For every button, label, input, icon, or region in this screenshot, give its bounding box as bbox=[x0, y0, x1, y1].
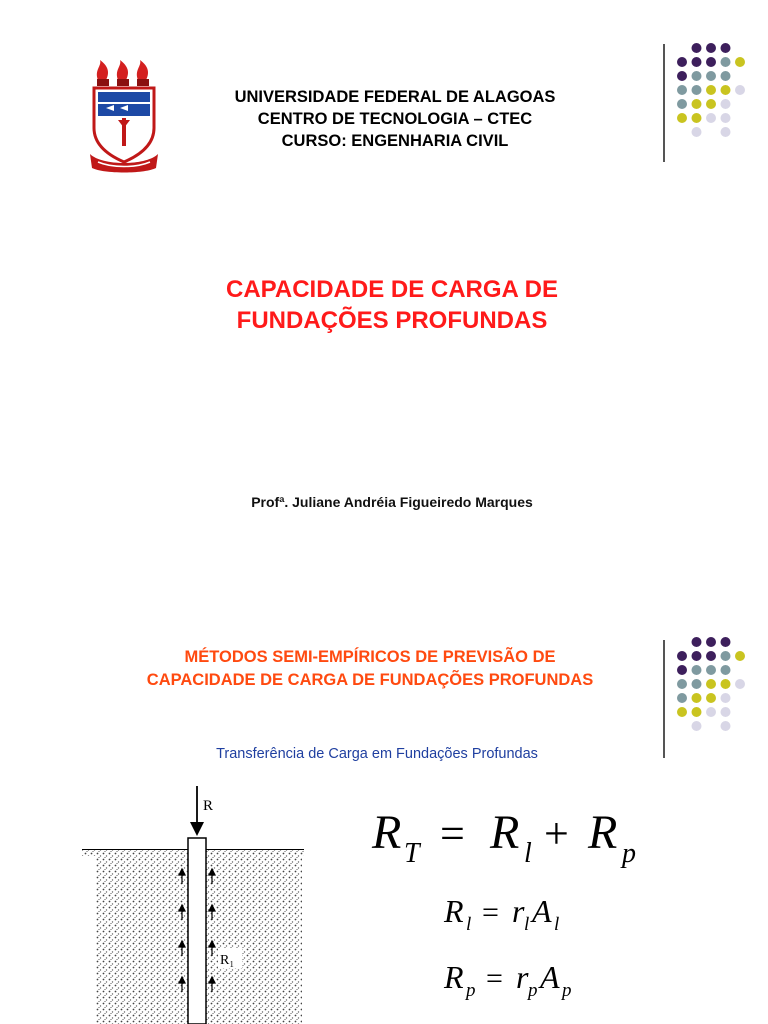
load-arrow-icon bbox=[190, 786, 204, 836]
dot-grid-decoration bbox=[670, 40, 754, 144]
author-name: Profª. Juliane Andréia Figueiredo Marques bbox=[251, 494, 533, 510]
decorative-dot bbox=[721, 71, 731, 81]
formula-total-capacity bbox=[371, 806, 636, 869]
decorative-dot bbox=[692, 85, 702, 95]
decorative-dot bbox=[721, 651, 731, 661]
decorative-dot bbox=[721, 721, 731, 731]
decorative-dot bbox=[706, 43, 716, 53]
svg-text:p: p bbox=[528, 980, 538, 1001]
decorative-dot bbox=[706, 707, 716, 717]
decorative-dot bbox=[677, 99, 687, 109]
decorative-dot bbox=[692, 721, 702, 731]
svg-text:r: r bbox=[512, 893, 525, 929]
svg-text:R: R bbox=[490, 806, 520, 859]
svg-text:p: p bbox=[562, 980, 572, 1001]
decorative-dot bbox=[692, 637, 702, 647]
decorative-dot bbox=[706, 85, 716, 95]
lateral-resistance-label: R₁ bbox=[220, 953, 235, 968]
svg-text:R: R bbox=[444, 893, 464, 929]
slide2-subtitle: Transferência de Carga em Fundações Profundas bbox=[216, 746, 538, 762]
decorative-dot bbox=[692, 127, 702, 137]
decorative-dot bbox=[692, 665, 702, 675]
formula-lateral-resistance bbox=[443, 893, 559, 935]
decorative-dot bbox=[692, 651, 702, 661]
decorative-dot bbox=[706, 57, 716, 67]
svg-text:A: A bbox=[532, 893, 552, 929]
svg-text:A: A bbox=[540, 959, 560, 995]
svg-text:R: R bbox=[588, 806, 618, 859]
decorative-dot bbox=[706, 113, 716, 123]
svg-text:T: T bbox=[404, 838, 420, 869]
svg-text:R: R bbox=[372, 806, 402, 859]
presentation-title bbox=[100, 274, 684, 336]
slide2-title-line-1: MÉTODOS SEMI-EMPÍRICOS DE PREVISÃO DE bbox=[184, 648, 556, 666]
decorative-dot bbox=[706, 637, 716, 647]
svg-text:p: p bbox=[622, 838, 636, 869]
decorative-dot bbox=[721, 679, 731, 689]
torch-flames-icon bbox=[97, 60, 149, 86]
svg-text:r: r bbox=[516, 959, 529, 995]
decorative-dot bbox=[677, 665, 687, 675]
svg-text:p: p bbox=[466, 980, 476, 1001]
decorative-dot bbox=[677, 651, 687, 661]
svg-text:=: = bbox=[486, 962, 503, 995]
svg-text:=: = bbox=[440, 809, 465, 858]
decorative-dot bbox=[692, 113, 702, 123]
capacity-formulas bbox=[360, 792, 680, 1024]
slide2-title bbox=[80, 646, 660, 692]
decorative-dot bbox=[692, 71, 702, 81]
decorative-dot bbox=[692, 99, 702, 109]
decorative-dot bbox=[706, 71, 716, 81]
decorative-dot bbox=[677, 679, 687, 689]
title-line-1: CAPACIDADE DE CARGA DE bbox=[225, 276, 558, 303]
svg-text:R: R bbox=[444, 959, 464, 995]
divider-line bbox=[663, 640, 665, 758]
decorative-dot bbox=[721, 57, 731, 67]
title-line-2: FUNDAÇÕES PROFUNDAS bbox=[236, 307, 548, 334]
course-name: CURSO: ENGENHARIA CIVIL bbox=[281, 132, 509, 150]
svg-text:l: l bbox=[524, 914, 530, 935]
svg-text:l: l bbox=[466, 914, 472, 935]
decorative-dot bbox=[706, 665, 716, 675]
pile-shaft bbox=[188, 838, 206, 1024]
decorative-dot bbox=[692, 43, 702, 53]
pile-load-transfer-diagram bbox=[78, 780, 308, 1024]
formula-tip-resistance bbox=[443, 959, 572, 1001]
divider-line bbox=[663, 44, 665, 162]
dot-grid-decoration bbox=[670, 634, 754, 738]
decorative-dot bbox=[706, 693, 716, 703]
decorative-dot bbox=[735, 57, 745, 67]
decorative-dot bbox=[721, 127, 731, 137]
load-label: R bbox=[203, 798, 214, 814]
institution-header bbox=[140, 86, 650, 152]
decorative-dot bbox=[677, 71, 687, 81]
svg-text:+: + bbox=[544, 809, 569, 858]
decorative-dot bbox=[721, 99, 731, 109]
decorative-dot bbox=[677, 57, 687, 67]
decorative-dot bbox=[706, 651, 716, 661]
decorative-dot bbox=[692, 679, 702, 689]
decorative-dot bbox=[721, 43, 731, 53]
decorative-dot bbox=[735, 679, 745, 689]
decorative-dot bbox=[721, 693, 731, 703]
decorative-dot bbox=[721, 665, 731, 675]
decorative-dot bbox=[706, 99, 716, 109]
decorative-dot bbox=[677, 693, 687, 703]
decorative-dot bbox=[706, 679, 716, 689]
decorative-dot bbox=[721, 707, 731, 717]
svg-text:l: l bbox=[524, 838, 532, 869]
svg-text:=: = bbox=[482, 896, 499, 929]
decorative-dot bbox=[721, 85, 731, 95]
slide2-title-line-2: CAPACIDADE DE CARGA DE FUNDAÇÕES PROFUNDAS bbox=[146, 671, 594, 689]
decorative-dot bbox=[735, 651, 745, 661]
decorative-dot bbox=[677, 85, 687, 95]
decorative-dot bbox=[721, 637, 731, 647]
svg-text:l: l bbox=[554, 914, 560, 935]
decorative-dot bbox=[677, 707, 687, 717]
center-name: CENTRO DE TECNOLOGIA – CTEC bbox=[257, 110, 533, 128]
decorative-dot bbox=[735, 85, 745, 95]
decorative-dot bbox=[721, 113, 731, 123]
decorative-dot bbox=[692, 57, 702, 67]
decorative-dot bbox=[677, 113, 687, 123]
decorative-dot bbox=[692, 707, 702, 717]
university-name: UNIVERSIDADE FEDERAL DE ALAGOAS bbox=[234, 88, 556, 106]
decorative-dot bbox=[692, 693, 702, 703]
